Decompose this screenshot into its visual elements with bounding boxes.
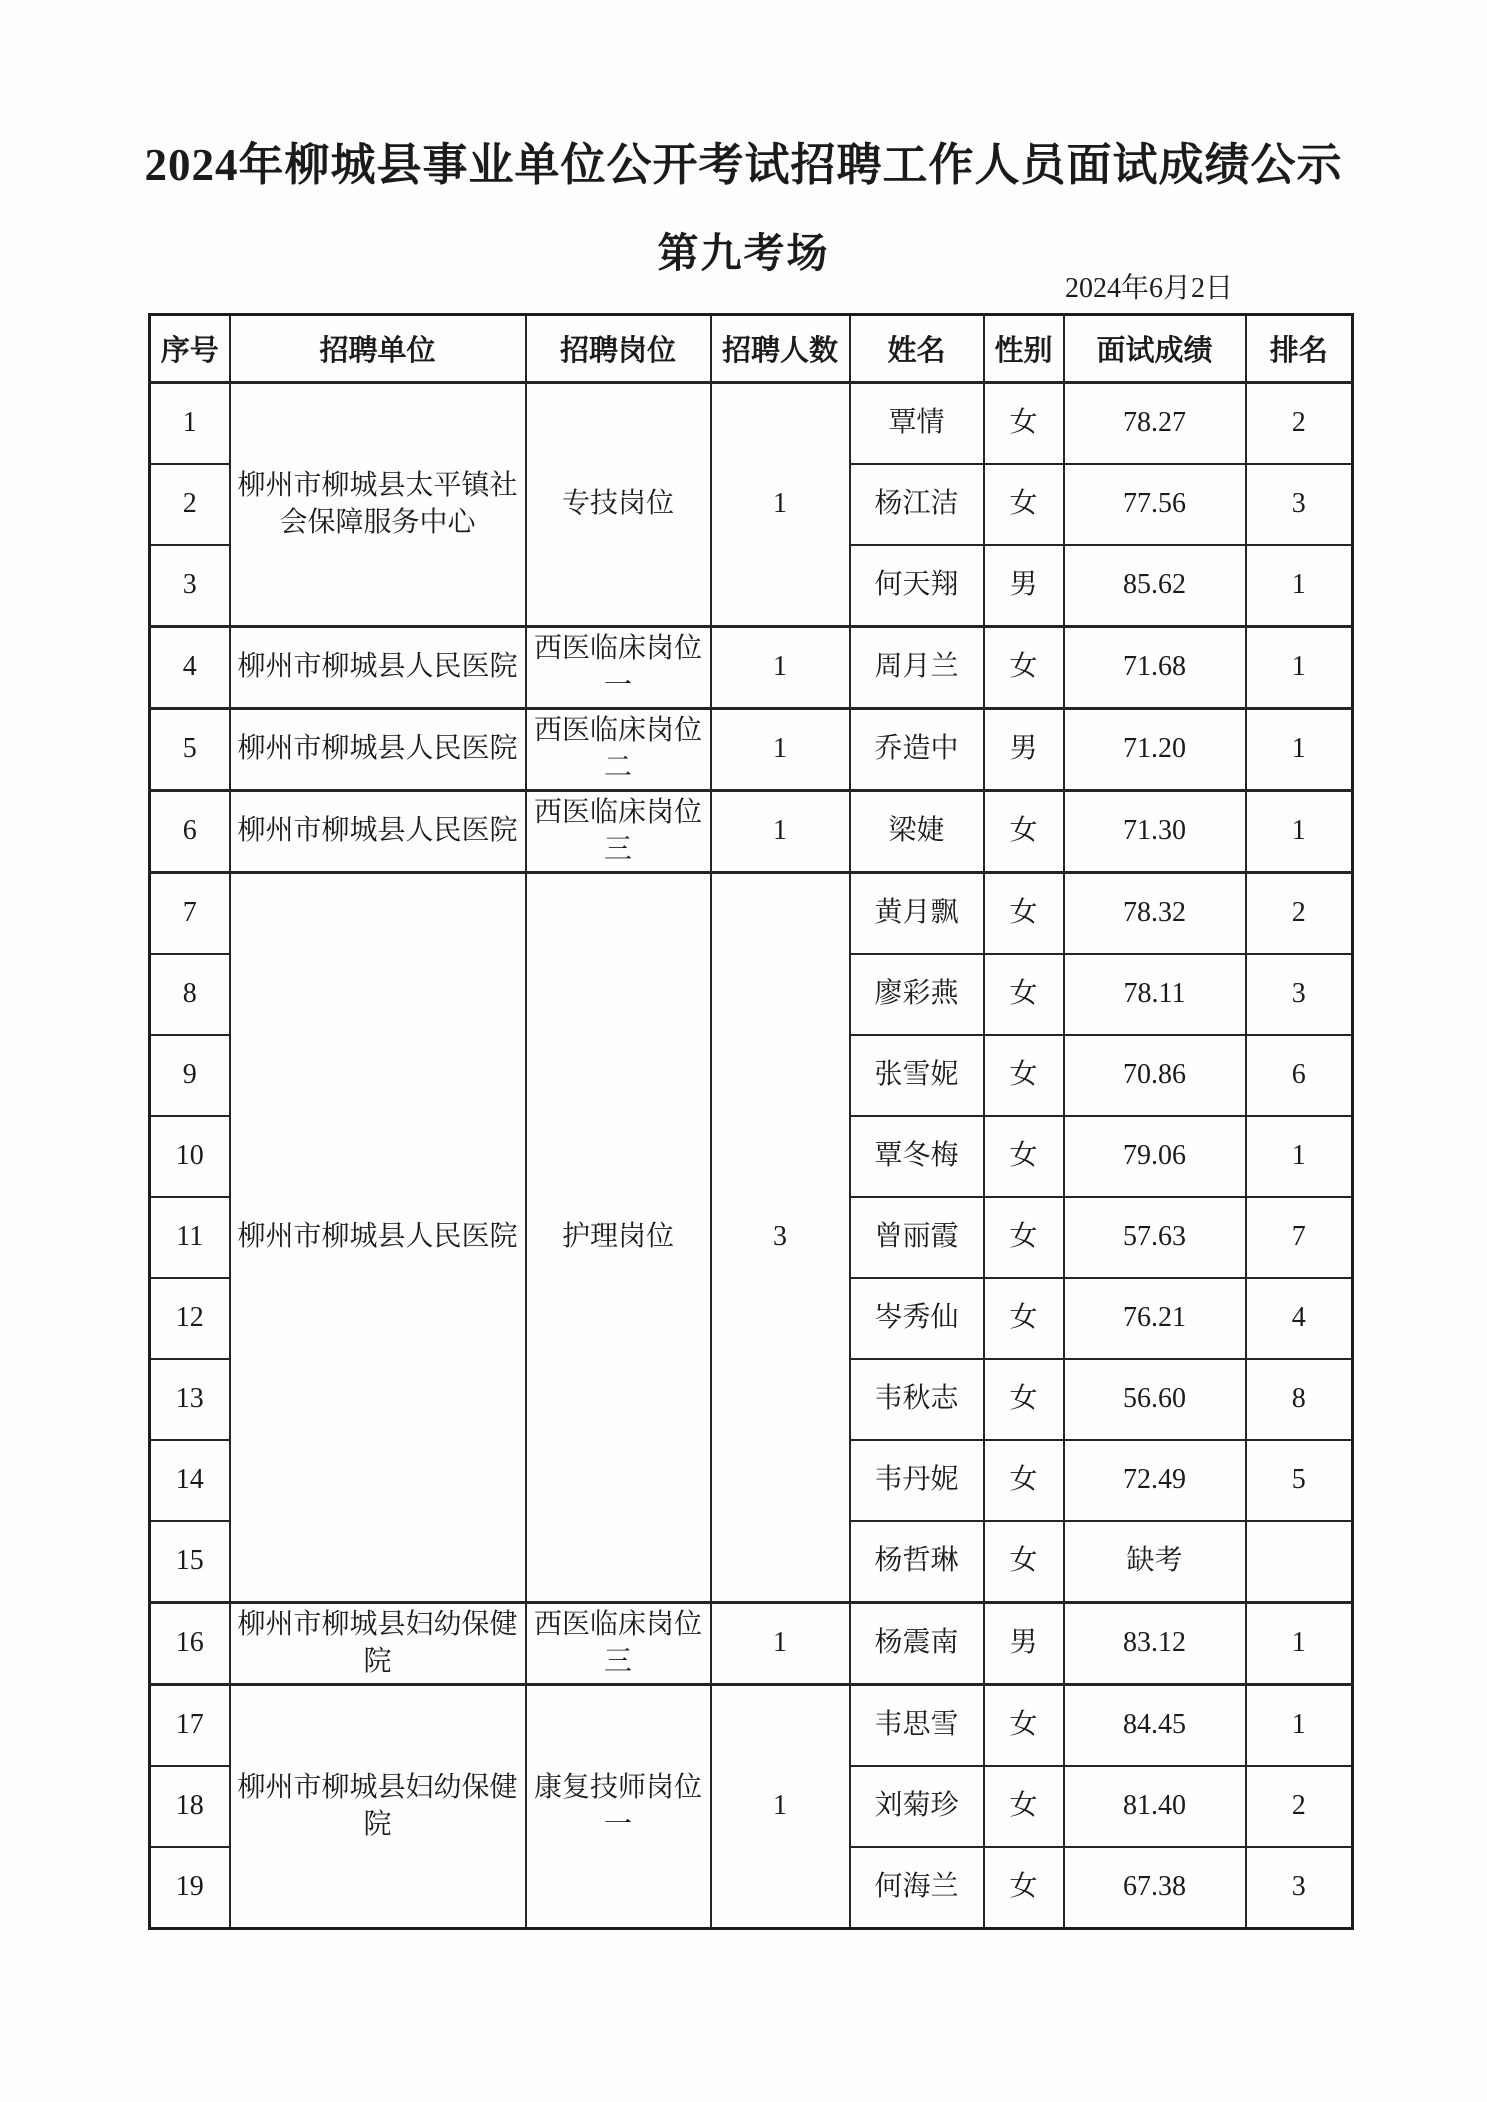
rank-cell: 1 xyxy=(1246,1603,1353,1685)
name-cell: 岑秀仙 xyxy=(850,1278,984,1359)
gender-cell: 女 xyxy=(984,383,1064,465)
quota-cell: 1 xyxy=(711,709,850,791)
position-cell: 西医临床岗位一 xyxy=(526,627,711,709)
unit-cell: 柳州市柳城县人民医院 xyxy=(230,791,526,873)
gender-cell: 女 xyxy=(984,954,1064,1035)
score-cell: 78.11 xyxy=(1064,954,1246,1035)
score-cell: 72.49 xyxy=(1064,1440,1246,1521)
seq-cell: 7 xyxy=(150,873,230,955)
score-cell: 79.06 xyxy=(1064,1116,1246,1197)
gender-cell: 女 xyxy=(984,1521,1064,1603)
rank-cell: 3 xyxy=(1246,1847,1353,1929)
score-cell: 71.20 xyxy=(1064,709,1246,791)
quota-cell: 3 xyxy=(711,873,850,1603)
gender-cell: 女 xyxy=(984,791,1064,873)
column-header-name: 姓名 xyxy=(850,315,984,383)
score-cell: 56.60 xyxy=(1064,1359,1246,1440)
gender-cell: 男 xyxy=(984,1603,1064,1685)
seq-cell: 2 xyxy=(150,464,230,545)
seq-cell: 1 xyxy=(150,383,230,465)
seq-cell: 17 xyxy=(150,1685,230,1767)
rank-cell: 1 xyxy=(1246,545,1353,627)
name-cell: 曾丽霞 xyxy=(850,1197,984,1278)
gender-cell: 男 xyxy=(984,709,1064,791)
name-cell: 乔造中 xyxy=(850,709,984,791)
name-cell: 覃情 xyxy=(850,383,984,465)
quota-cell: 1 xyxy=(711,1603,850,1685)
score-cell: 78.32 xyxy=(1064,873,1246,955)
name-cell: 覃冬梅 xyxy=(850,1116,984,1197)
gender-cell: 女 xyxy=(984,1197,1064,1278)
seq-cell: 13 xyxy=(150,1359,230,1440)
rank-cell: 2 xyxy=(1246,873,1353,955)
position-cell: 专技岗位 xyxy=(526,383,711,627)
gender-cell: 女 xyxy=(984,1847,1064,1929)
column-header-gender: 性别 xyxy=(984,315,1064,383)
name-cell: 杨哲琳 xyxy=(850,1521,984,1603)
gender-cell: 女 xyxy=(984,1766,1064,1847)
gender-cell: 女 xyxy=(984,1116,1064,1197)
interview-score-table xyxy=(148,313,1354,1930)
rank-cell: 5 xyxy=(1246,1440,1353,1521)
unit-cell: 柳州市柳城县人民医院 xyxy=(230,709,526,791)
table-row xyxy=(150,1603,1353,1685)
seq-cell: 3 xyxy=(150,545,230,627)
column-header-unit: 招聘单位 xyxy=(230,315,526,383)
rank-cell: 3 xyxy=(1246,954,1353,1035)
rank-cell xyxy=(1246,1521,1353,1603)
gender-cell: 女 xyxy=(984,1359,1064,1440)
score-cell: 78.27 xyxy=(1064,383,1246,465)
position-cell: 西医临床岗位三 xyxy=(526,1603,711,1685)
gender-cell: 女 xyxy=(984,873,1064,955)
unit-cell: 柳州市柳城县人民医院 xyxy=(230,873,526,1603)
column-header-quota: 招聘人数 xyxy=(711,315,850,383)
name-cell: 张雪妮 xyxy=(850,1035,984,1116)
seq-cell: 11 xyxy=(150,1197,230,1278)
table-row xyxy=(150,791,1353,873)
quota-cell: 1 xyxy=(711,1685,850,1929)
position-cell: 西医临床岗位二 xyxy=(526,709,711,791)
score-cell: 76.21 xyxy=(1064,1278,1246,1359)
rank-cell: 3 xyxy=(1246,464,1353,545)
gender-cell: 女 xyxy=(984,627,1064,709)
quota-cell: 1 xyxy=(711,627,850,709)
rank-cell: 2 xyxy=(1246,1766,1353,1847)
rank-cell: 8 xyxy=(1246,1359,1353,1440)
score-cell: 71.30 xyxy=(1064,791,1246,873)
name-cell: 廖彩燕 xyxy=(850,954,984,1035)
name-cell: 杨江洁 xyxy=(850,464,984,545)
name-cell: 何天翔 xyxy=(850,545,984,627)
gender-cell: 女 xyxy=(984,1035,1064,1116)
seq-cell: 15 xyxy=(150,1521,230,1603)
name-cell: 韦丹妮 xyxy=(850,1440,984,1521)
score-cell: 缺考 xyxy=(1064,1521,1246,1603)
rank-cell: 4 xyxy=(1246,1278,1353,1359)
column-header-position: 招聘岗位 xyxy=(526,315,711,383)
rank-cell: 2 xyxy=(1246,383,1353,465)
gender-cell: 女 xyxy=(984,1440,1064,1521)
score-cell: 57.63 xyxy=(1064,1197,1246,1278)
seq-cell: 14 xyxy=(150,1440,230,1521)
score-cell: 84.45 xyxy=(1064,1685,1246,1767)
seq-cell: 4 xyxy=(150,627,230,709)
unit-cell: 柳州市柳城县妇幼保健院 xyxy=(230,1685,526,1929)
name-cell: 黄月飘 xyxy=(850,873,984,955)
position-cell: 康复技师岗位一 xyxy=(526,1685,711,1929)
position-cell: 西医临床岗位三 xyxy=(526,791,711,873)
seq-cell: 6 xyxy=(150,791,230,873)
rank-cell: 6 xyxy=(1246,1035,1353,1116)
position-cell: 护理岗位 xyxy=(526,873,711,1603)
column-header-score: 面试成绩 xyxy=(1064,315,1246,383)
score-cell: 67.38 xyxy=(1064,1847,1246,1929)
seq-cell: 5 xyxy=(150,709,230,791)
rank-cell: 1 xyxy=(1246,1116,1353,1197)
publish-date: 2024年6月2日 xyxy=(1064,273,1233,304)
name-cell: 周月兰 xyxy=(850,627,984,709)
name-cell: 梁婕 xyxy=(850,791,984,873)
table-header-row xyxy=(150,315,1353,383)
name-cell: 韦秋志 xyxy=(850,1359,984,1440)
gender-cell: 女 xyxy=(984,1685,1064,1767)
rank-cell: 1 xyxy=(1246,709,1353,791)
score-cell: 70.86 xyxy=(1064,1035,1246,1116)
exam-room-subtitle: 第九考场 xyxy=(657,230,830,276)
unit-cell: 柳州市柳城县人民医院 xyxy=(230,627,526,709)
name-cell: 刘菊珍 xyxy=(850,1766,984,1847)
quota-cell: 1 xyxy=(711,383,850,627)
score-cell: 77.56 xyxy=(1064,464,1246,545)
gender-cell: 男 xyxy=(984,545,1064,627)
name-cell: 何海兰 xyxy=(850,1847,984,1929)
score-cell: 71.68 xyxy=(1064,627,1246,709)
rank-cell: 1 xyxy=(1246,791,1353,873)
seq-cell: 10 xyxy=(150,1116,230,1197)
table-row xyxy=(150,383,1353,465)
quota-cell: 1 xyxy=(711,791,850,873)
score-cell: 83.12 xyxy=(1064,1603,1246,1685)
seq-cell: 19 xyxy=(150,1847,230,1929)
seq-cell: 9 xyxy=(150,1035,230,1116)
seq-cell: 12 xyxy=(150,1278,230,1359)
table-row xyxy=(150,873,1353,955)
seq-cell: 16 xyxy=(150,1603,230,1685)
seq-cell: 8 xyxy=(150,954,230,1035)
table-row xyxy=(150,709,1353,791)
rank-cell: 7 xyxy=(1246,1197,1353,1278)
column-header-rank: 排名 xyxy=(1246,315,1353,383)
table-row xyxy=(150,627,1353,709)
name-cell: 杨震南 xyxy=(850,1603,984,1685)
unit-cell: 柳州市柳城县妇幼保健院 xyxy=(230,1603,526,1685)
seq-cell: 18 xyxy=(150,1766,230,1847)
page-title: 2024年柳城县事业单位公开考试招聘工作人员面试成绩公示 xyxy=(144,140,1343,190)
rank-cell: 1 xyxy=(1246,1685,1353,1767)
name-cell: 韦思雪 xyxy=(850,1685,984,1767)
rank-cell: 1 xyxy=(1246,627,1353,709)
unit-cell: 柳州市柳城县太平镇社会保障服务中心 xyxy=(230,383,526,627)
column-header-seq: 序号 xyxy=(150,315,230,383)
gender-cell: 女 xyxy=(984,464,1064,545)
table-row xyxy=(150,1685,1353,1767)
score-cell: 85.62 xyxy=(1064,545,1246,627)
gender-cell: 女 xyxy=(984,1278,1064,1359)
score-cell: 81.40 xyxy=(1064,1766,1246,1847)
